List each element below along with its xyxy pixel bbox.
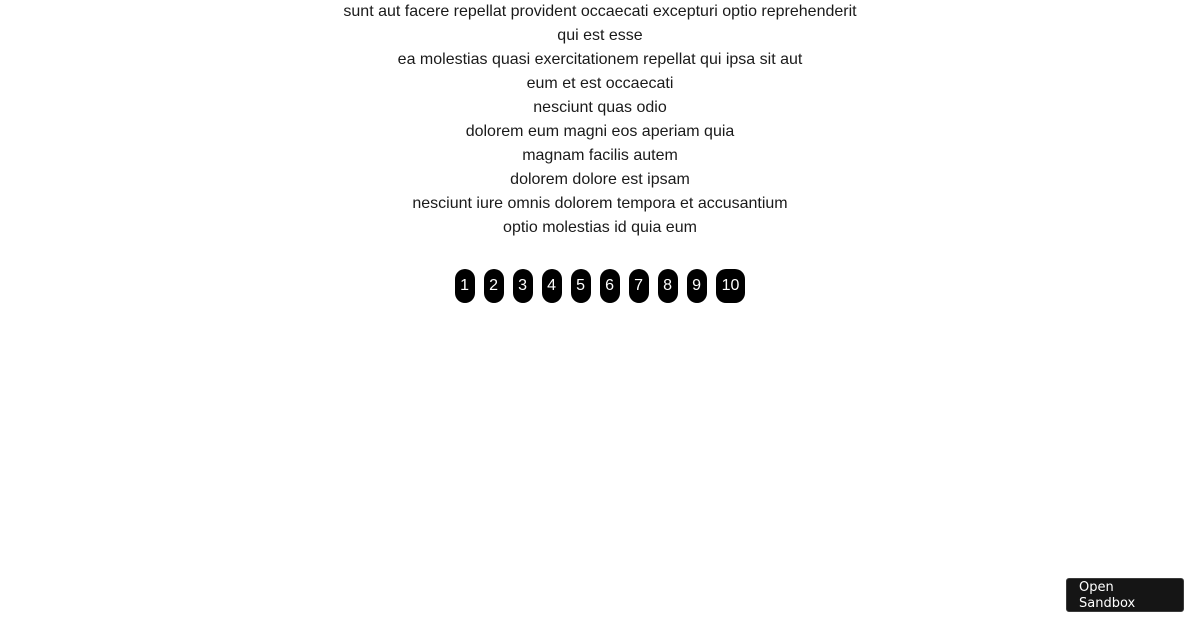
- post-title: dolorem eum magni eos aperiam quia: [465, 123, 735, 140]
- page-button-4[interactable]: 4: [542, 269, 562, 303]
- page-button-6[interactable]: 6: [600, 269, 620, 303]
- post-title: optio molestias id quia eum: [503, 219, 697, 236]
- post-title: magnam facilis autem: [522, 147, 678, 164]
- page-button-2[interactable]: 2: [484, 269, 504, 303]
- pagination: [0, 269, 1200, 303]
- post-title: ea molestias quasi exercitationem repellat qui ipsa sit aut: [397, 51, 803, 68]
- page-button-10[interactable]: 10: [716, 269, 746, 303]
- post-title: nesciunt iure omnis dolorem tempora et accusantium: [412, 195, 788, 212]
- page-button-9[interactable]: 9: [687, 269, 707, 303]
- page-button-8[interactable]: 8: [658, 269, 678, 303]
- post-title: dolorem dolore est ipsam: [510, 171, 690, 188]
- page-button-5[interactable]: 5: [571, 269, 591, 303]
- page-button-1[interactable]: 1: [455, 269, 475, 303]
- page-button-7[interactable]: 7: [629, 269, 649, 303]
- post-title: sunt aut facere repellat provident occaecati excepturi optio reprehenderit: [343, 3, 857, 20]
- post-title: nesciunt quas odio: [533, 99, 667, 116]
- post-title: qui est esse: [557, 27, 643, 44]
- post-list: [0, 0, 1200, 240]
- post-title: eum et est occaecati: [526, 75, 674, 92]
- open-sandbox-button[interactable]: Open Sandbox: [1066, 578, 1184, 612]
- page-button-3[interactable]: 3: [513, 269, 533, 303]
